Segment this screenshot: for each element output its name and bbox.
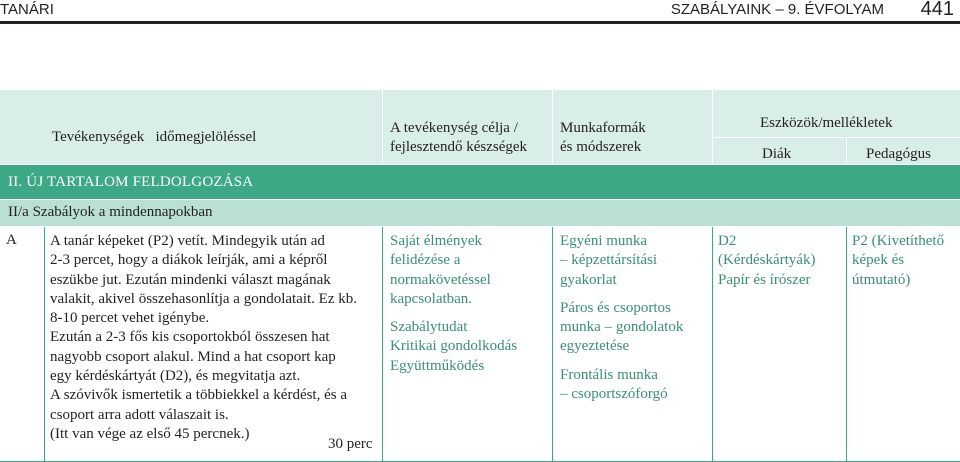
row-letter: A — [6, 232, 17, 248]
tools-header-divider — [712, 137, 960, 138]
header-column-divider — [382, 90, 383, 164]
page-number: 441 — [920, 0, 954, 20]
goal-line: felidézése a — [390, 252, 461, 269]
mode-line: – képzettársítási — [560, 252, 658, 269]
teacher-tool-line: útmutató) — [852, 271, 911, 288]
activity-line: valakit, akivel összehasonlítja a gondolatait. Ez kb. — [50, 290, 357, 307]
column-header-goal-line1: A tevékenység célja / — [390, 120, 518, 136]
running-header — [0, 0, 960, 20]
activity-line: A tanár képeket (P2) vetít. Mindegyik után ad — [50, 233, 325, 249]
subsection-bar — [0, 200, 960, 226]
column-header-activity: Tevékenységek időmegjelöléssel — [52, 129, 257, 145]
header-chapter-title: SZABÁLYAINK – 9. ÉVFOLYAM — [670, 1, 884, 18]
section-title: II. ÚJ TARTALOM FELDOLGOZÁSA — [8, 174, 254, 190]
goal-line: kapcsolatban. — [390, 290, 473, 307]
header-rule — [0, 21, 960, 24]
header-column-divider — [712, 90, 713, 164]
column-header-mode-line1: Munkaformák — [560, 120, 646, 136]
student-tool-line: D2 — [718, 233, 737, 249]
goal-line: Együttműködés — [390, 357, 485, 374]
activity-line: csoport arra adott válaszait is. — [50, 406, 229, 423]
table-row — [0, 227, 960, 462]
mode-line: egyeztetése — [560, 338, 630, 355]
activity-line: 2-3 percet, hogy a diákok leírják, ami a képről — [50, 252, 328, 269]
mode-line: gyakorlat — [560, 271, 617, 288]
activity-line: egy kérdéskártyát (D2), és megvitatja azt. — [50, 368, 301, 385]
goal-line: normakövetéssel — [390, 271, 491, 288]
section-bar — [0, 165, 960, 199]
activity-line: A szóvivők ismertetik a többiekkel a kérdést, és a — [50, 387, 348, 404]
activity-line: 8-10 percet vehet igénybe. — [50, 310, 210, 327]
goal-line: Kritikai gondolkodás — [390, 338, 518, 355]
column-header-teacher: Pedagógus — [866, 146, 931, 162]
teacher-tool-line: képek és — [852, 252, 905, 269]
duration-label: 30 perc — [328, 436, 373, 452]
teacher-tools-cell — [852, 232, 960, 290]
student-tool-line: (Kérdéskártyák) — [718, 252, 816, 269]
column-header-student: Diák — [762, 146, 792, 162]
column-header-goal-line2: fejlesztendő készségek — [390, 139, 528, 155]
activity-line: eszükbe jut. Ezután mindenki választ magának — [50, 271, 331, 288]
mode-line: Páros és csoportos — [560, 299, 671, 316]
mode-line: munka – gondolatok — [560, 319, 684, 336]
column-header-goal — [390, 119, 527, 157]
column-header-tools: Eszközök/mellékletek — [760, 115, 893, 131]
goal-line: Saját élmények — [390, 233, 483, 249]
subsection-title: II/a Szabályok a mindennapokban — [8, 204, 213, 220]
mode-cell — [560, 232, 710, 404]
header-column-divider — [552, 90, 553, 164]
goal-cell — [390, 232, 550, 376]
table-header — [0, 90, 960, 164]
activity-line: Ezután a 2-3 fős kis csoportokból összesen hat — [50, 329, 330, 346]
mode-line: – csoportszóforgó — [560, 386, 668, 403]
mode-line: Frontális munka — [560, 366, 658, 383]
activity-line: nagyobb csoport alakul. Mind a hat csoport kap — [50, 348, 336, 365]
goal-line: Szabálytudat — [390, 319, 468, 336]
header-column-divider — [846, 137, 847, 164]
header-left-label: TANÁRI — [0, 1, 54, 18]
mode-line: Egyéni munka — [560, 233, 648, 249]
activity-line: (Itt van vége az első 45 percnek.) — [50, 425, 250, 442]
column-header-mode — [560, 119, 646, 157]
student-tool-line: Papír és írószer — [718, 271, 811, 288]
student-tools-cell — [718, 232, 842, 290]
teacher-tool-line: P2 (Kivetíthető — [852, 233, 945, 249]
activity-description — [50, 232, 380, 444]
column-header-mode-line2: és módszerek — [560, 139, 642, 155]
